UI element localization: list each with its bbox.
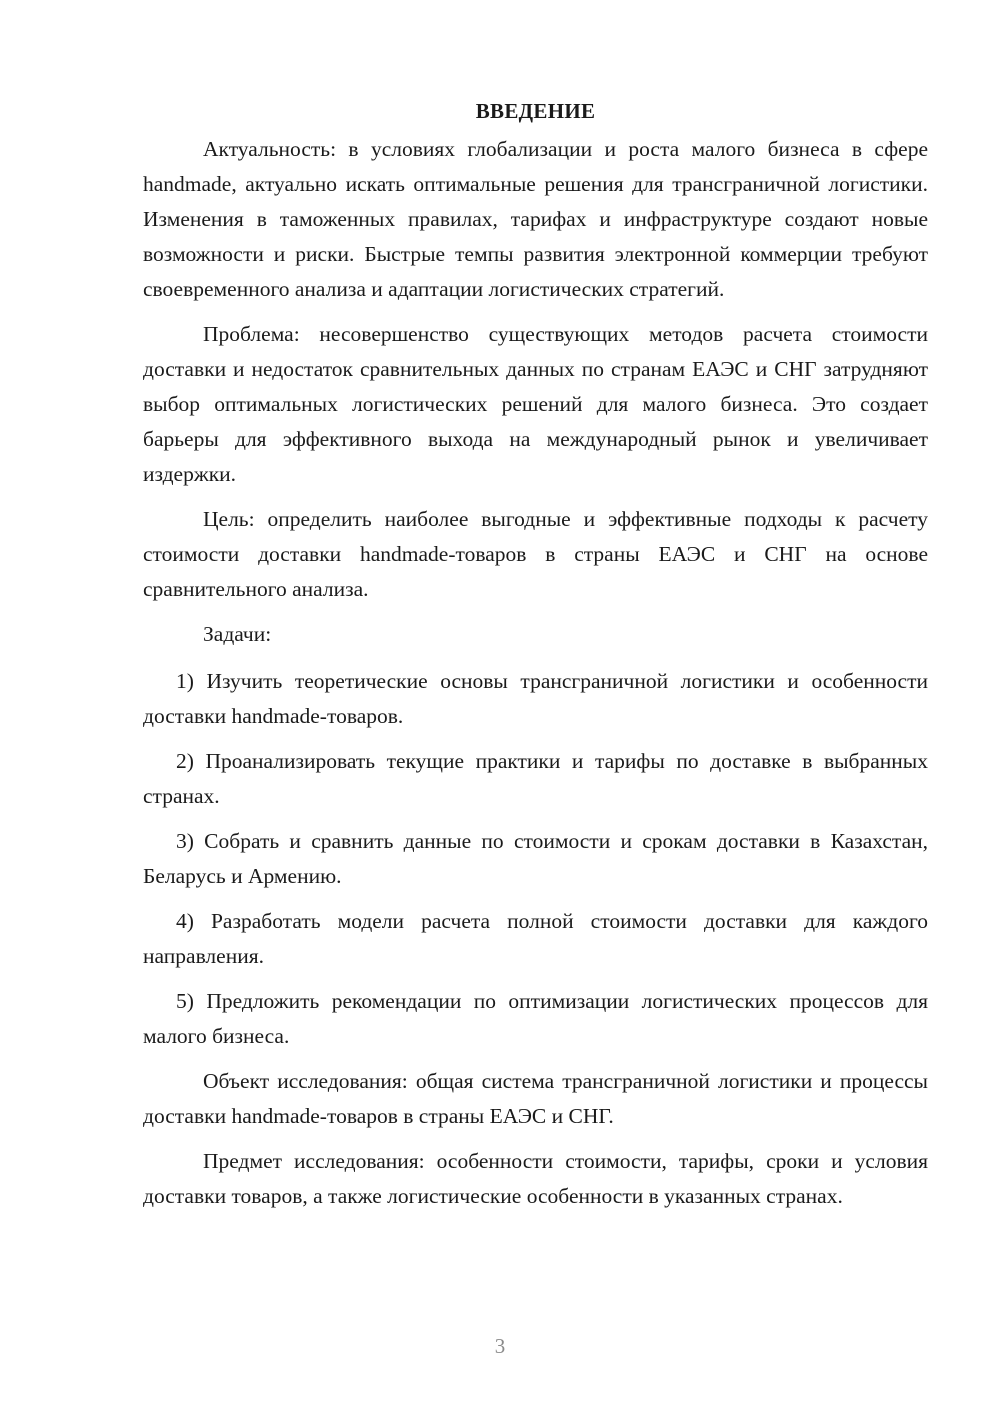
section-title: ВВЕДЕНИЕ — [475, 99, 596, 123]
paragraph-subject: Предмет исследования: особенности стоимости, тарифы, сроки и условия доставки товаров, а также логистические особенности в указанных странах. — [143, 1149, 928, 1208]
task-item-2: 2) Проанализировать текущие практики и тарифы по доставке в выбранных странах. — [143, 749, 928, 808]
task-item-3: 3) Собрать и сравнить данные по стоимости и срокам доставки в Казахстан, Беларусь и Армению. — [143, 829, 928, 888]
task-item-4: 4) Разработать модели расчета полной стоимости доставки для каждого направления. — [143, 909, 928, 968]
task-item-5: 5) Предложить рекомендации по оптимизации логистических процессов для малого бизнеса. — [143, 989, 928, 1048]
page-number: 3 — [494, 1334, 506, 1358]
paragraph-goal: Цель: определить наиболее выгодные и эффективные подходы к расчету стоимости доставки handmade-товаров в страны ЕАЭС и СНГ на основе сравнительного анализа. — [143, 507, 928, 601]
paragraph-object: Объект исследования: общая система трансграничной логистики и процессы доставки handmade-товаров в страны ЕАЭС и СНГ. — [143, 1069, 928, 1128]
task-item-1: 1) Изучить теоретические основы трансграничной логистики и особенности доставки handmade-товаров. — [143, 669, 928, 728]
tasks-label: Задачи: — [203, 622, 272, 646]
paragraph-problem: Проблема: несовершенство существующих методов расчета стоимости доставки и недостаток сравнительных данных по странам ЕАЭС и СНГ затрудняют выбор оптимальных логистических решений для малого бизнеса. Это создает барьеры для эффективного выхода на международный рынок и увеличивает издержки. — [143, 322, 928, 486]
page-content — [143, 96, 928, 1224]
paragraph-relevance: Актуальность: в условиях глобализации и роста малого бизнеса в сфере handmade, актуально искать оптимальные решения для трансграничной логистики. Изменения в таможенных правилах, тарифах и инфраструктуре создают новые возможности и риски. Быстрые темпы развития электронной коммерции требуют своевременного анализа и адаптации логистических стратегий. — [143, 137, 928, 301]
